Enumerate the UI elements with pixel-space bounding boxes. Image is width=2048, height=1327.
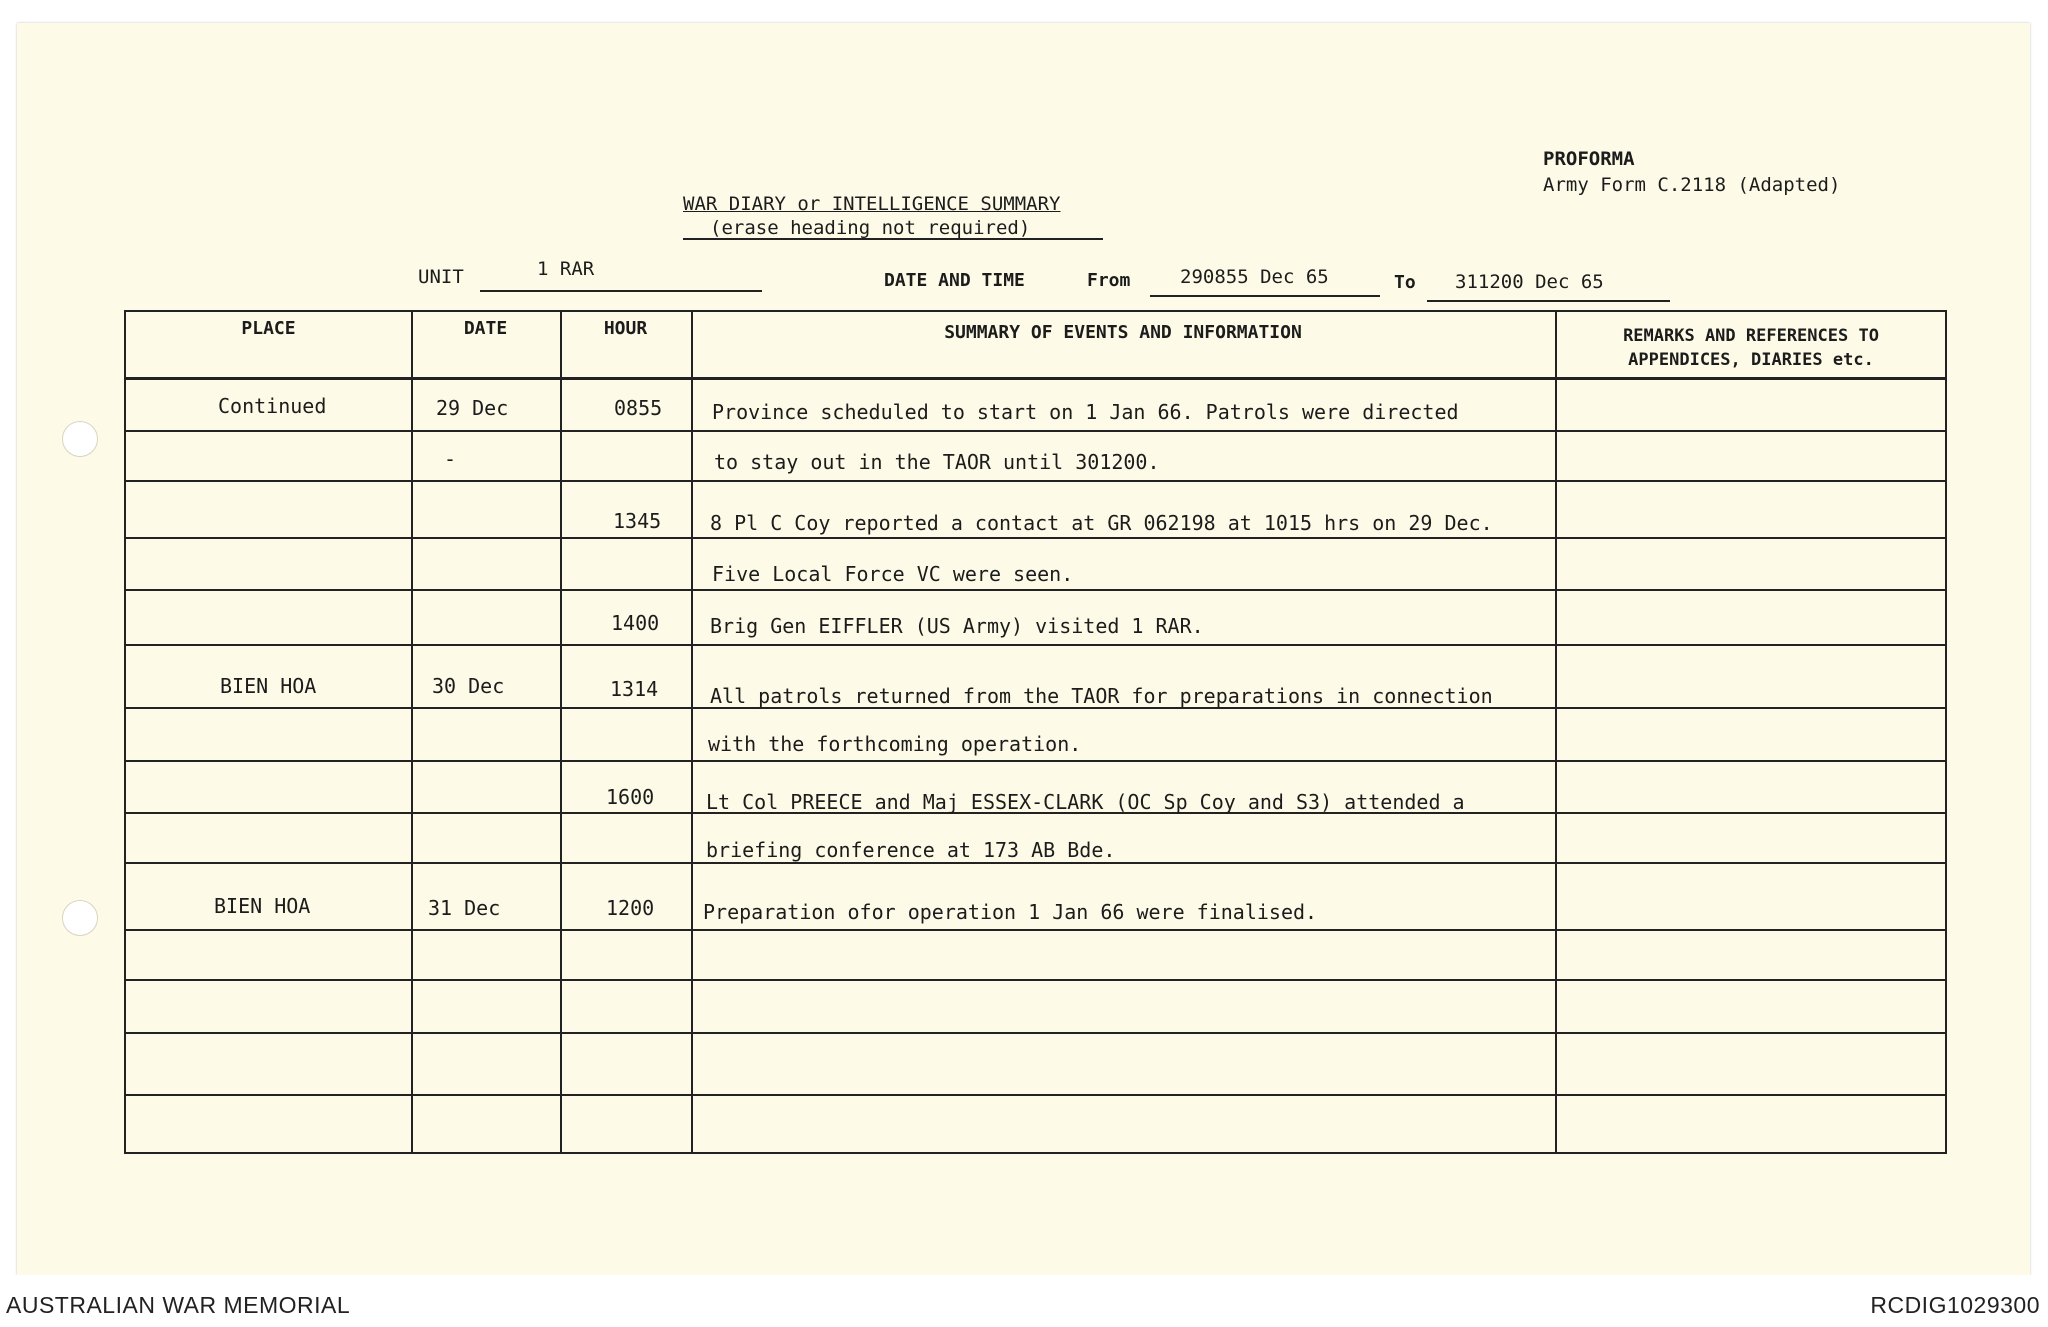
row-7-hour: 1600	[606, 785, 655, 809]
document-subtitle: (erase heading not required)	[710, 217, 1031, 239]
row-rule	[126, 644, 1945, 646]
header-place: PLACE	[241, 318, 296, 339]
row-rule	[126, 1032, 1945, 1034]
from-underline	[1150, 295, 1380, 297]
row-1-date: -	[444, 447, 457, 471]
title-rule	[683, 238, 1103, 240]
army-form-label: Army Form C.2118 (Adapted)	[1543, 174, 1841, 196]
row-rule	[126, 760, 1945, 762]
row-9-date: 31 Dec	[428, 896, 501, 920]
row-7-summary: Lt Col PREECE and Maj ESSEX-CLARK (OC Sp Coy and S3) attended a	[706, 790, 1465, 814]
row-9-summary: Preparation ofor operation 1 Jan 66 were finalised.	[703, 900, 1318, 924]
divider-place-date	[411, 312, 413, 1152]
row-5-hour: 1314	[610, 677, 659, 701]
document-title: WAR DIARY or INTELLIGENCE SUMMARY	[683, 193, 1061, 215]
row-6-summary: with the forthcoming operation.	[708, 732, 1082, 756]
row-rule	[126, 1094, 1945, 1096]
row-rule	[126, 537, 1945, 539]
header-hour: HOUR	[603, 318, 648, 339]
row-0-place: Continued	[218, 394, 327, 418]
unit-underline	[480, 290, 762, 292]
row-rule	[126, 929, 1945, 931]
to-label: To	[1394, 272, 1416, 293]
footer-record-id: RCDIG1029300	[1870, 1292, 2040, 1318]
divider-hour-summary	[691, 312, 693, 1152]
divider-summary-remarks	[1555, 312, 1557, 1152]
diary-table	[124, 310, 1947, 1154]
row-rule	[126, 862, 1945, 864]
punch-hole-bottom	[62, 900, 98, 936]
row-3-summary: Five Local Force VC were seen.	[712, 562, 1074, 586]
row-2-hour: 1345	[613, 509, 662, 533]
archive-footer	[0, 1275, 2048, 1327]
row-rule	[126, 430, 1945, 432]
unit-label: UNIT	[418, 266, 464, 288]
row-0-hour: 0855	[614, 396, 663, 420]
row-0-date: 29 Dec	[436, 396, 509, 420]
row-4-summary: Brig Gen EIFFLER (US Army) visited 1 RAR.	[710, 614, 1204, 638]
row-4-hour: 1400	[611, 611, 660, 635]
punch-hole-top	[62, 421, 98, 457]
header-remarks-line1: REMARKS AND REFERENCES TO	[1623, 326, 1879, 346]
header-summary: SUMMARY OF EVENTS AND INFORMATION	[944, 322, 1302, 343]
row-5-summary: All patrols returned from the TAOR for preparations in connection	[710, 684, 1493, 708]
unit-value: 1 RAR	[537, 258, 595, 280]
to-underline	[1427, 300, 1670, 302]
row-1-summary: to stay out in the TAOR until 301200.	[714, 450, 1160, 474]
row-0-summary: Province scheduled to start on 1 Jan 66. Patrols were directed	[712, 400, 1459, 424]
proforma-label: PROFORMA	[1543, 148, 1635, 170]
row-rule	[126, 589, 1945, 591]
from-label: From	[1087, 270, 1131, 291]
row-5-place: BIEN HOA	[220, 674, 317, 698]
header-rule	[126, 377, 1945, 380]
header-remarks-line2: APPENDICES, DIARIES etc.	[1628, 350, 1874, 370]
row-5-date: 30 Dec	[432, 674, 505, 698]
divider-date-hour	[560, 312, 562, 1152]
date-time-label: DATE AND TIME	[884, 270, 1025, 291]
header-date: DATE	[463, 318, 508, 339]
row-9-place: BIEN HOA	[214, 894, 311, 918]
row-rule	[126, 979, 1945, 981]
from-value: 290855 Dec 65	[1180, 266, 1329, 288]
to-value: 311200 Dec 65	[1455, 271, 1604, 293]
row-2-summary: 8 Pl C Coy reported a contact at GR 062198 at 1015 hrs on 29 Dec.	[710, 511, 1493, 535]
footer-source: AUSTRALIAN WAR MEMORIAL	[6, 1292, 351, 1318]
row-8-summary: briefing conference at 173 AB Bde.	[706, 838, 1116, 862]
row-9-hour: 1200	[606, 896, 655, 920]
row-rule	[126, 480, 1945, 482]
